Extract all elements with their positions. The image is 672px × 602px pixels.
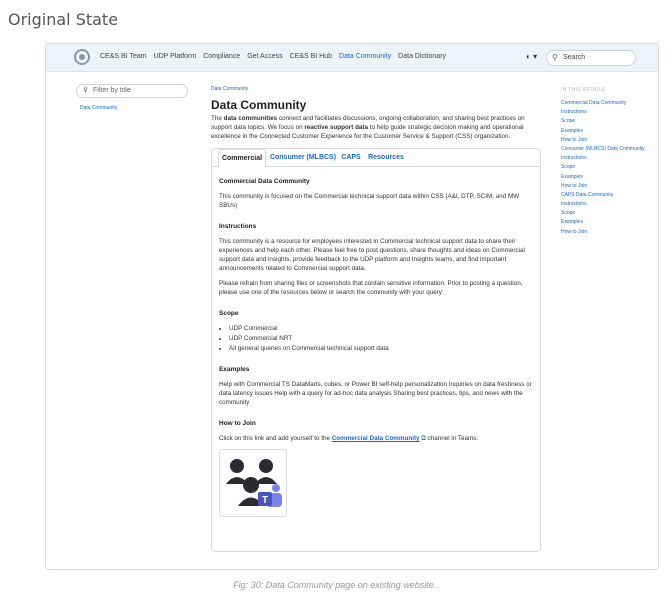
toc-item[interactable]: Scope [561, 210, 576, 217]
tab-panel [211, 148, 541, 552]
section-heading-scope: Scope [219, 310, 239, 317]
external-link-icon: ⧉ [419, 435, 426, 442]
toc-item[interactable]: Examples [561, 173, 583, 180]
teams-community-image [219, 449, 287, 517]
tab-commercial[interactable]: Commercial [218, 149, 266, 168]
theme-toggle-button[interactable]: ◐ ▾ [526, 52, 538, 61]
toc-item[interactable]: Instructions [561, 109, 587, 116]
commercial-text: This community is focused on the Commercial technical support data within CSS (A&I, DTP, SCIM, and MW SBUs) [219, 193, 520, 209]
tab-content [219, 177, 537, 517]
tab-bar [212, 149, 540, 167]
nav-item-compliance[interactable]: Compliance [203, 53, 241, 60]
list-item: • All general queries on Commercial technical support data [229, 344, 537, 353]
section-heading-instructions: Instructions [219, 223, 257, 230]
join-text [219, 434, 537, 443]
toc-title: IN THIS ARTICLE [561, 87, 606, 93]
section-heading-commercial: Commercial Data Community [219, 178, 310, 185]
nav-item-udp-platform[interactable]: UDP Platform [153, 53, 197, 60]
section-heading: Original State [8, 10, 119, 29]
toc-item[interactable]: Scope [561, 118, 576, 125]
commercial-data-community-link[interactable]: Commercial Data Community [331, 435, 420, 442]
table-of-contents [561, 87, 651, 238]
list-item: • UDP Commercial [229, 324, 537, 333]
intro-text-part: The [211, 115, 224, 122]
instructions-text-2: Please refrain from sharing files or screenshots that contain sensitive information. Prior to posting a question, please use one of the resources below or search the community with your query: [219, 280, 523, 296]
half-moon-icon: ◐ [526, 52, 531, 61]
toc-item[interactable]: Commercial Data Community [561, 100, 627, 106]
toc-item[interactable]: Instructions [561, 201, 587, 208]
section-heading-how-to-join: How to Join [219, 420, 256, 427]
join-text-part: channel in Teams: [425, 435, 479, 442]
filter-input[interactable] [76, 84, 188, 98]
instructions-text-1: This community is a resource for employees interested in Commercial technical support data to share their experiences and help each other. Please feel free to post questions, share thoughts and ideas on Commercial support data and insights, provide feedback to the UDP platform and Insights teams, and find important announcements related to Commercial support data. [219, 238, 525, 272]
nav-item-data-dictionary[interactable]: Data Dictionary [398, 53, 447, 60]
breadcrumb[interactable]: Data Community [211, 86, 249, 92]
intro-text-part: connect and facilitates discussions, ongoing collaboration, and sharing best practices on support data topics. We focus on [211, 115, 525, 131]
examples-text: Help with Commercial TS DataMarts, cubes, or Power BI self-help personalization Inquiries on data freshness or data latency issues Help with a query for ad-hoc data analysis Sharing best practices, tips, and news with the community [219, 381, 532, 406]
sidebar-item-data-community[interactable]: Data Community [80, 105, 118, 111]
intro-text [211, 114, 541, 141]
toc-item[interactable]: Scope [561, 164, 576, 171]
intro-bold: reactive support data [304, 124, 369, 131]
teams-people-icon [220, 450, 286, 516]
join-text-part: Click on this link and add yourself to the [219, 435, 332, 442]
toc-item[interactable]: Instructions [561, 155, 587, 162]
search-input[interactable] [546, 50, 636, 66]
page-title: Data Community [211, 98, 307, 112]
search-placeholder: Search [563, 54, 586, 61]
scope-list [229, 324, 537, 353]
nav-item-data-community[interactable]: Data Community [339, 53, 392, 60]
toc-item[interactable]: How to Join [561, 182, 588, 189]
toc-item[interactable]: Examples [561, 127, 583, 134]
toc-item[interactable]: Consumer (MLBCS) Data Community [561, 145, 645, 152]
toc-item[interactable]: How to Join [561, 228, 588, 235]
toc-item[interactable]: How to Join [561, 136, 588, 143]
browser-frame [45, 43, 659, 570]
section-heading-examples: Examples [219, 366, 250, 373]
filter-placeholder: Filter by title [93, 87, 131, 94]
logo-icon[interactable] [74, 49, 90, 65]
tab-resources[interactable]: Resources [368, 154, 404, 161]
nav-item-ces-bi-team[interactable]: CE&S BI Team [100, 53, 147, 60]
search-icon: ⚲ [552, 53, 558, 62]
intro-bold: data communities [223, 115, 278, 122]
list-item: • UDP Commercial NRT [229, 334, 537, 343]
figure-caption: Fig: 30: Data Community page on existing website.. [233, 580, 439, 590]
toc-item[interactable]: CAPS Data Community [561, 191, 614, 198]
nav-item-ces-bi-hub[interactable]: CE&S BI Hub [289, 53, 333, 60]
tab-consumer-mlbcs[interactable]: Consumer (MLBCS) [269, 154, 337, 161]
toc-item[interactable]: Examples [561, 219, 583, 226]
top-navbar [46, 44, 658, 72]
nav-item-get-access[interactable]: Get Access [247, 53, 283, 60]
nav-menu [100, 53, 446, 60]
svg-text:T: T [261, 495, 269, 506]
tab-caps[interactable]: CAPS [341, 154, 361, 161]
intro-text-part: to help guide strategic decision making and operational excellence in the Connected Customer Experience for the Customer Service & Support (CSS) organization. [211, 124, 524, 140]
filter-icon: ⊽ [83, 87, 89, 94]
